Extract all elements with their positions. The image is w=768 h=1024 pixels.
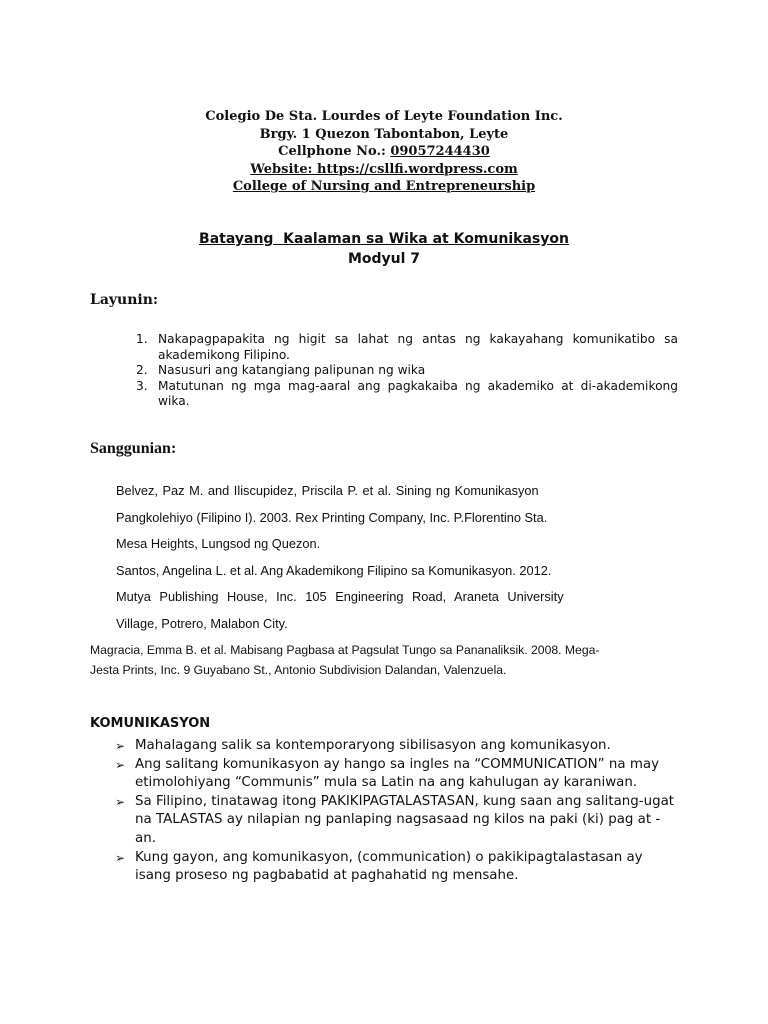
list-text: Mahalagang salik sa kontemporaryong sibilisasyon ang komunikasyon. xyxy=(135,738,611,753)
list-text: Nakapagpapakita ng higit sa lahat ng antas ng kakayahang komunikatibo sa akademikong Filipino. xyxy=(158,332,678,362)
references-block xyxy=(116,478,604,637)
module-number: Modyul 7 xyxy=(347,251,421,267)
arrow-bullet-icon: ➢ xyxy=(115,739,126,753)
arrow-bullet-icon: ➢ xyxy=(115,794,126,809)
objectives-list xyxy=(130,332,678,410)
list-number: 3. xyxy=(136,378,148,393)
list-item xyxy=(130,332,678,363)
college-name: College of Nursing and Entrepreneurship xyxy=(232,179,536,194)
reference-line: Mesa Heights, Lungsod ng Quezon. xyxy=(116,536,321,551)
subject-title: Batayang Kaalaman sa Wika at Komunikasyon xyxy=(199,231,569,247)
list-text: Nasusuri ang katangiang palipunan ng wika xyxy=(158,363,426,378)
school-address: Brgy. 1 Quezon Tabontabon, Leyte xyxy=(259,126,509,142)
list-text: Kung gayon, ang komunikasyon, (communication) o pakikipagtalastasan ay isang proseso ng pagbabatid at paghahatid ng mensahe. xyxy=(135,849,643,884)
list-text: Ang salitang komunikasyon ay hango sa ingles na “COMMUNICATION” na may etimolohiyang “Communis” mula sa Latin na ang kahulugan ay karaniwan. xyxy=(135,756,659,791)
list-text: Matutunan ng mga mag-aaral ang pagkakaiba ng akademiko at di-akademikong wika. xyxy=(158,378,678,409)
school-header xyxy=(0,108,768,196)
reference-line: Village, Potrero, Malabon City. xyxy=(116,615,288,631)
module-title-block xyxy=(0,229,768,269)
reference-line: Pangkolehiyo (Filipino I). 2003. Rex Printing Company, Inc. P.Florentino Sta. xyxy=(116,509,548,525)
school-website: Website: https://csllfi.wordpress.com xyxy=(250,161,518,177)
list-item xyxy=(130,363,678,379)
arrow-bullet-icon: ➢ xyxy=(115,850,126,865)
reference-line: Mutya Publishing House, Inc. 105 Engineering Road, Araneta University xyxy=(116,589,564,604)
list-item xyxy=(130,379,678,410)
list-text: Sa Filipino, tinatawag itong PAKIKIPAGTALASTASAN, kung saan ang salitang-ugat na TALASTAS ay nilapian ng panlaping nagsasaad ng kilos na paki (ki) pag at -an. xyxy=(135,793,675,846)
phone-label: Cellphone No.: xyxy=(278,144,391,159)
phone-number: 09057244430 xyxy=(390,144,490,159)
school-phone xyxy=(0,143,768,161)
arrow-bullet-icon: ➢ xyxy=(115,757,126,772)
reference-magracia xyxy=(90,640,660,680)
list-number: 2. xyxy=(136,363,148,378)
list-item xyxy=(113,849,675,886)
reference-line: Jesta Prints, Inc. 9 Guyabano St., Antonio Subdivision Dalandan, Valenzuela. xyxy=(90,663,507,677)
list-number: 1. xyxy=(136,332,148,346)
sanggunian-heading: Sanggunian: xyxy=(90,440,177,457)
school-name: Colegio De Sta. Lourdes of Leyte Foundation Inc. xyxy=(205,109,563,124)
reference-line: Santos, Angelina L. et al. Ang Akademikong Filipino sa Komunikasyon. 2012. xyxy=(116,562,552,578)
list-item xyxy=(113,793,675,849)
komunikasyon-heading: KOMUNIKASYON xyxy=(90,716,211,731)
list-item xyxy=(113,737,675,756)
layunin-heading: Layunin: xyxy=(90,292,159,308)
reference-line: Magracia, Emma B. et al. Mabisang Pagbasa at Pagsulat Tungo sa Pananaliksik. 2008. Mega- xyxy=(90,643,600,657)
list-item xyxy=(113,756,675,793)
komunikasyon-list xyxy=(113,737,675,886)
reference-line: Belvez, Paz M. and Iliscupidez, Priscila P. et al. Sining ng Komunikasyon xyxy=(116,483,539,498)
